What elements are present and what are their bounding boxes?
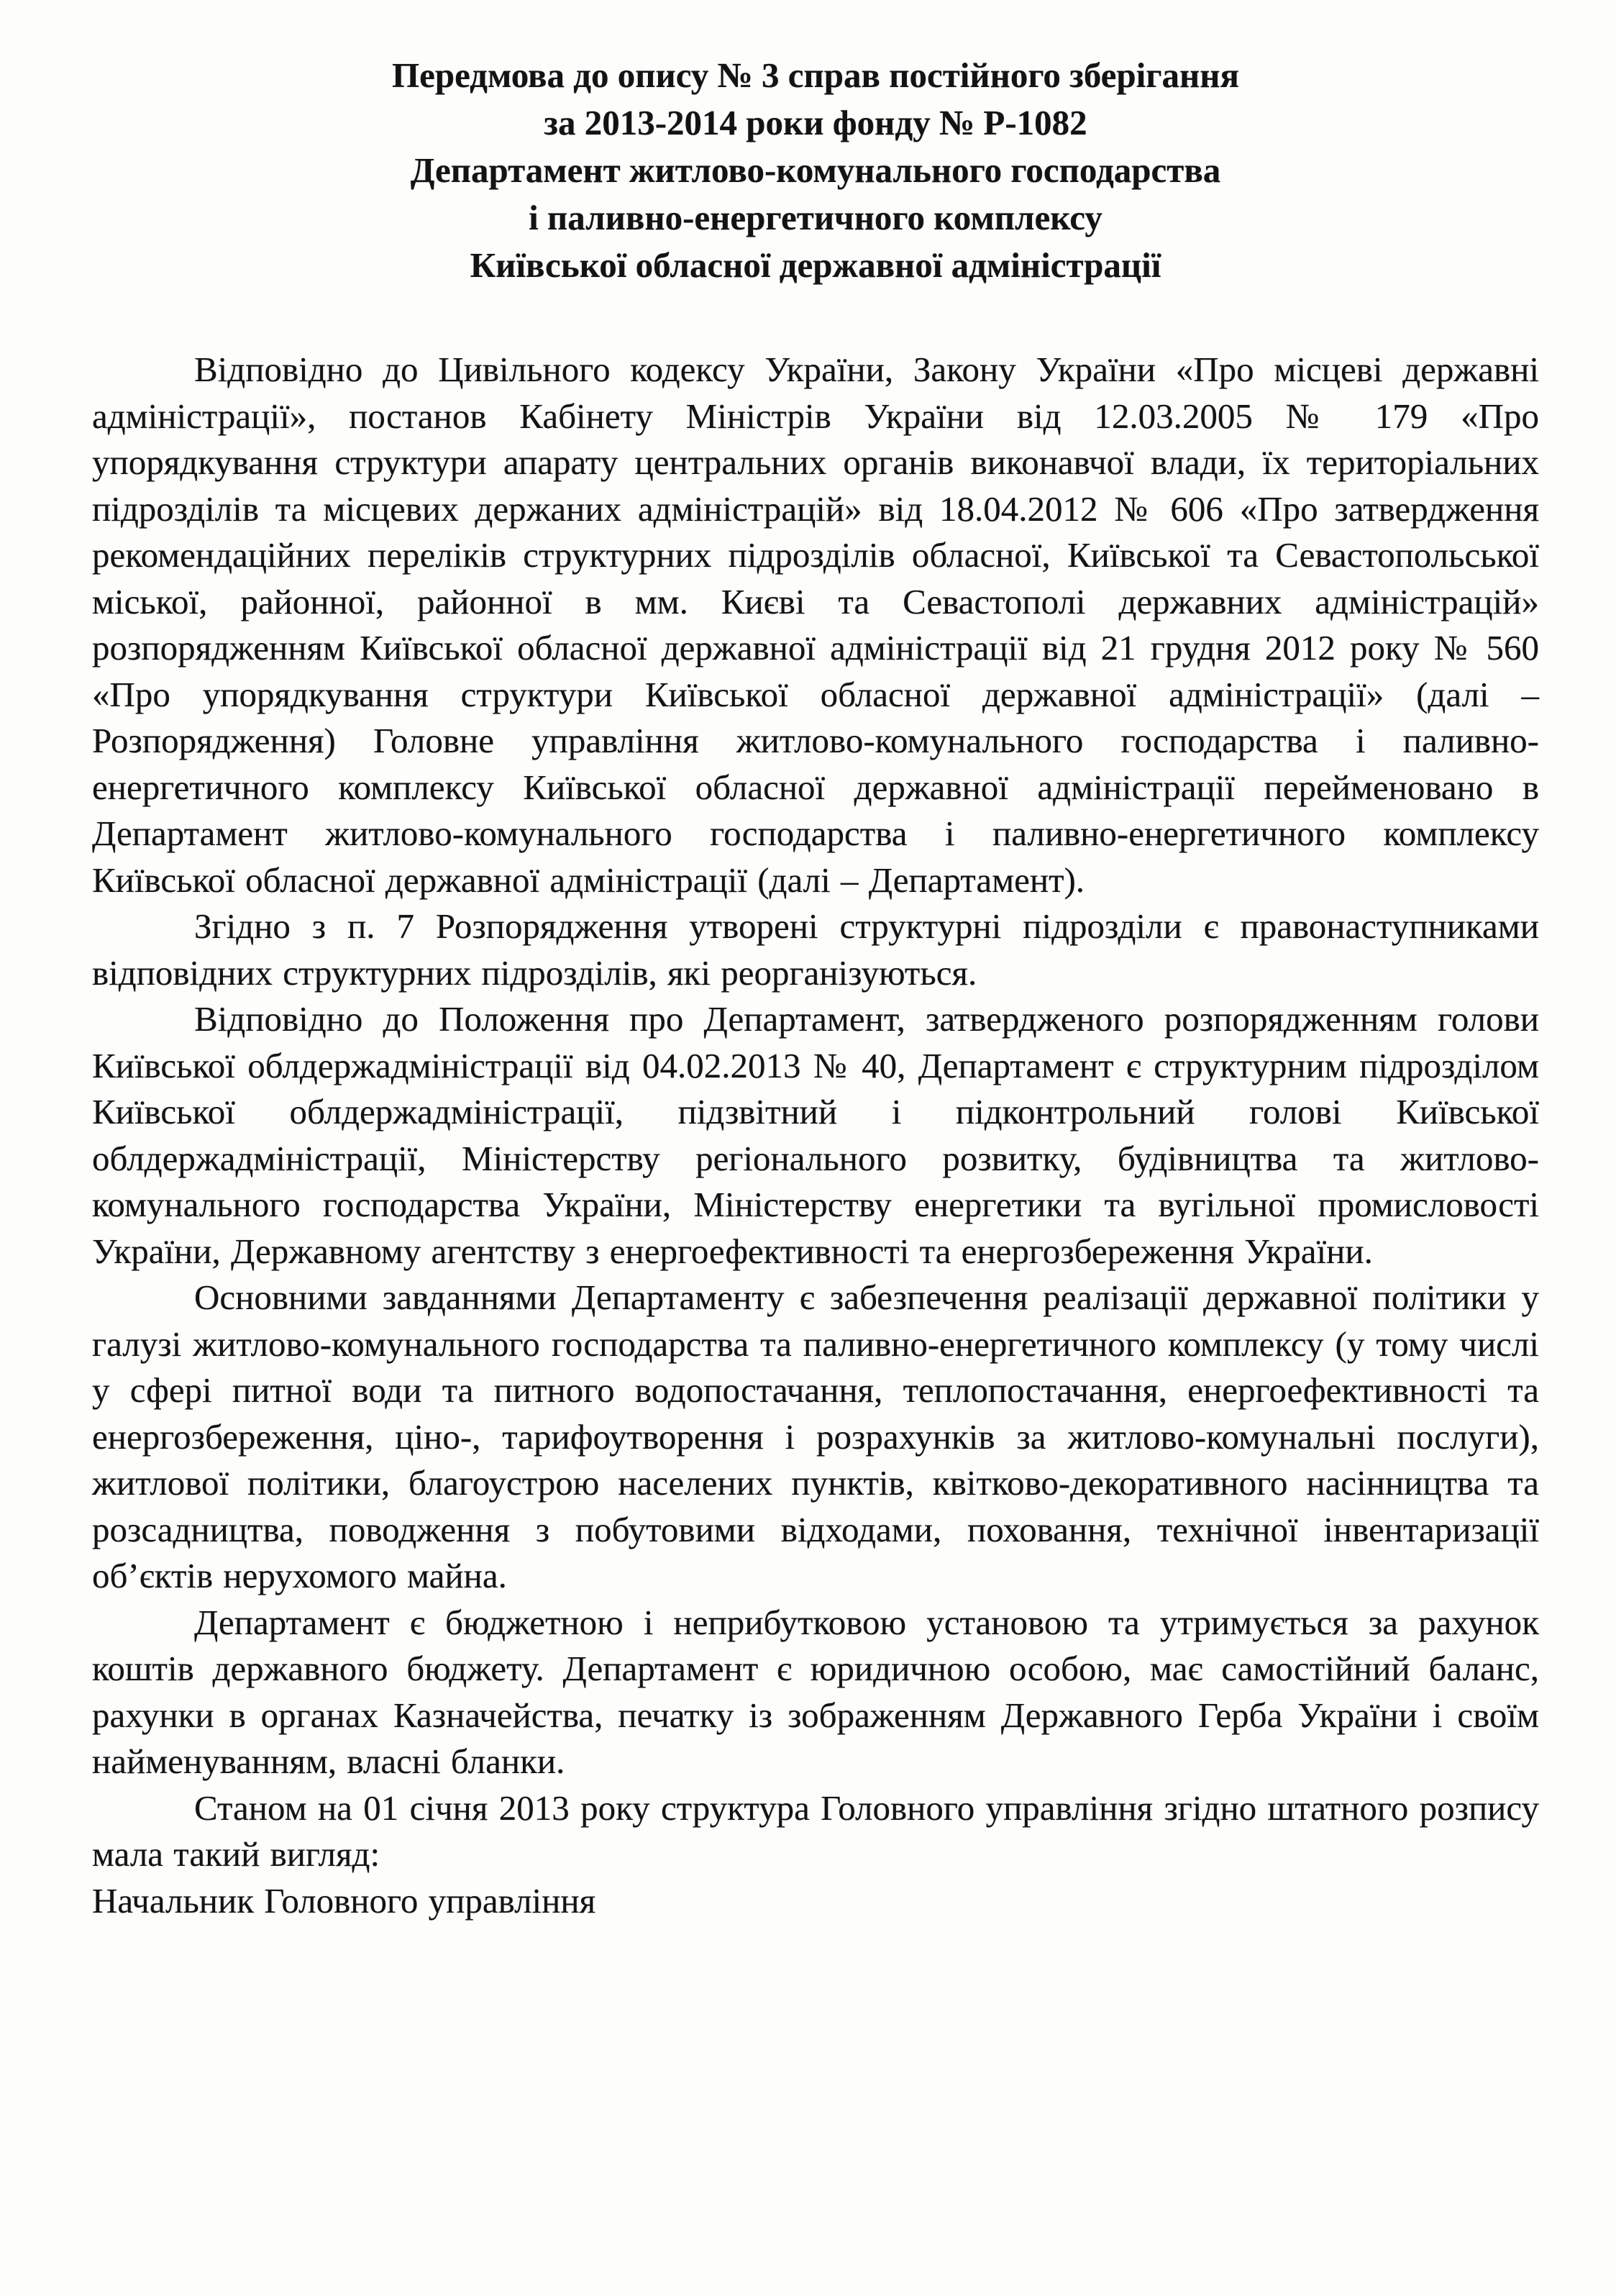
title-line-4: і паливно-енергетичного комплексу [529, 198, 1103, 237]
paragraph-3: Відповідно до Положення про Департамент, затвердженого розпорядженням голови Київської облдержадміністрації від 04.02.2013 № 40, Департамент є структурним підрозділом Київської облдержадміністрації, підзвітний і підконтрольний голові Київської облдержадміністрації, Міністерству регіонального розвитку, будівництва та житлово-комунального господарства України, Міністерству енергетики та вугільної промисловості України, Державному агентству з енергоефективності та енергозбереження України. [92, 999, 1539, 1271]
title-line-1: Передмова до опису № 3 справ постійного зберігання [391, 55, 1240, 95]
document-title [92, 52, 1539, 289]
paragraph-5: Департамент є бюджетною і неприбутковою установою та утримується за рахунок коштів державного бюджету. Департамент є юридичною особою, має самостійний баланс, рахунки в органах Казначейства, печатку із зображенням Державного Герба України і своїм найменуванням, власні бланки. [92, 1602, 1539, 1781]
closing-line: Начальник Головного управління [92, 1880, 596, 1921]
paragraph-6: Станом на 01 січня 2013 року структура Головного управління згідно штатного розпису мала такий вигляд: [92, 1787, 1539, 1874]
title-line-3: Департамент житлово-комунального господарства [410, 150, 1221, 190]
title-line-5: Київської обласної державної адміністрації [470, 245, 1161, 285]
title-line-2: за 2013-2014 роки фонду № Р-1082 [544, 103, 1087, 142]
document-body [92, 347, 1539, 1924]
paragraph-1: Відповідно до Цивільного кодексу України, Закону України «Про місцеві державні адміністрації», постанов Кабінету Міністрів України від 12.03.2005 № 179 «Про упорядкування структури апарату центральних органів виконавчої влади, їх територіальних підрозділів та місцевих держаних адміністрацій» від 18.04.2012 № 606 «Про затвердження рекомендаційних переліків структурних підрозділів обласної, Київської та Севастопольської міської, районної, районної в мм. Києві та Севастополі державних адміністрацій» розпорядженням Київської обласної державної адміністрації від 21 грудня 2012 року № 560 «Про упорядкування структури Київської обласної державної адміністрації» (далі – Розпорядження) Головне управління житлово-комунального господарства і паливно-енергетичного комплексу Київської обласної державної адміністрації перейменовано в Департамент житлово-комунального господарства і паливно-енергетичного комплексу Київської обласної державної адміністрації (далі – Департамент). [92, 350, 1539, 900]
paragraph-2: Згідно з п. 7 Розпорядження утворені структурні підрозділи є правонаступниками відповідних структурних підрозділів, які реорганізуються. [92, 906, 1539, 993]
paragraph-4: Основними завданнями Департаменту є забезпечення реалізації державної політики у галузі житлово-комунального господарства та паливно-енергетичного комплексу (у тому числі у сфері питної води та питного водопостачання, теплопостачання, енергоефективності та енергозбереження, ціно-, тарифоутворення і розрахунків за житлово-комунальні послуги), житлової політики, благоустрою населених пунктів, квітково-декоративного насінництва та розсадництва, поводження з побутовими відходами, поховання, технічної інвентаризації об’єктів нерухомого майна. [92, 1277, 1539, 1595]
